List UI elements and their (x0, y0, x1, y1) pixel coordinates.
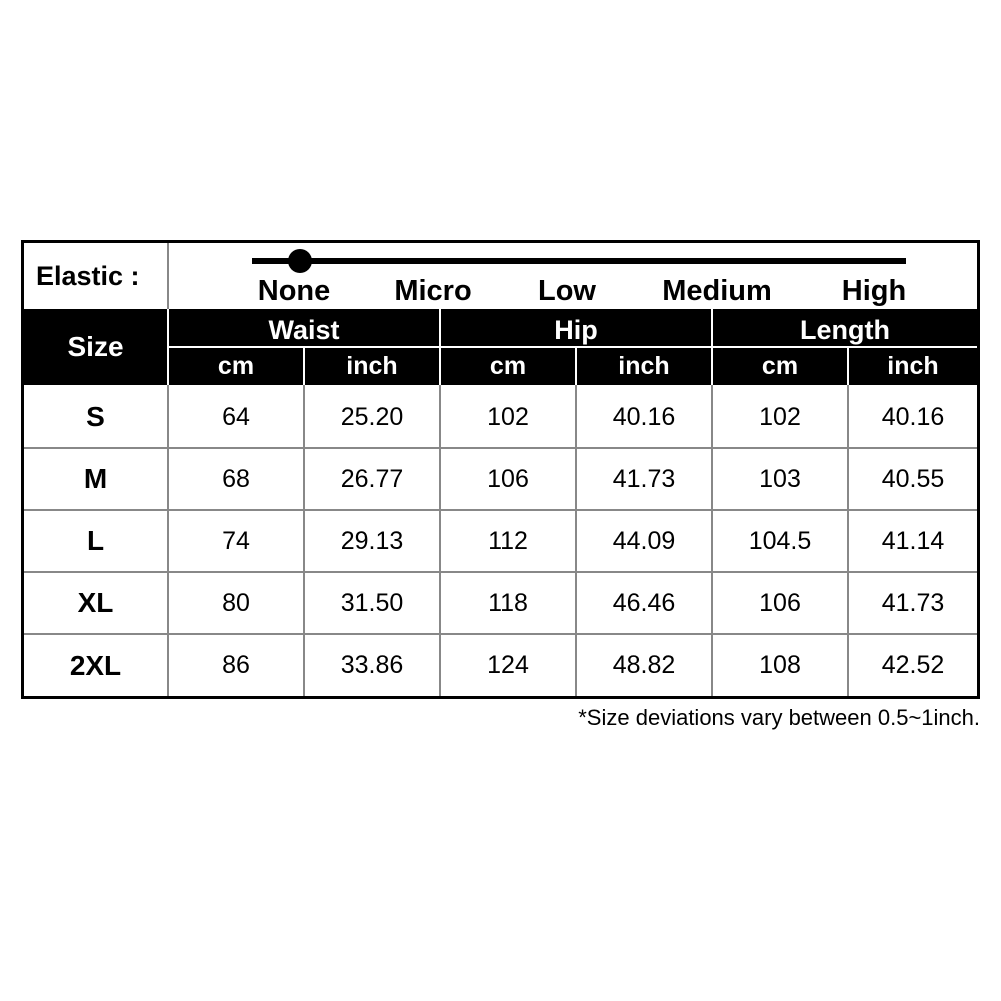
waist-header: Waist (268, 314, 340, 345)
table-cell: 103 (759, 464, 801, 493)
elastic-label: Elastic : (36, 261, 140, 291)
table-cell: 80 (222, 588, 250, 617)
table-cell: 33.86 (340, 651, 404, 679)
size-column-header: Size (67, 331, 124, 362)
elastic-level-none: None (257, 275, 331, 307)
table-cell: 29.13 (340, 526, 404, 555)
table-cell: 40.16 (612, 402, 676, 431)
table-cell: 64 (222, 402, 250, 431)
table-cell: 46.46 (612, 588, 676, 617)
table-cell: 25.20 (340, 402, 404, 431)
unit-header: inch (618, 351, 670, 380)
unit-header: inch (887, 351, 939, 380)
table-cell: 106 (487, 464, 529, 493)
table-cell: 112 (488, 526, 528, 555)
size-chart-table (21, 240, 980, 699)
table-cell: 104.5 (748, 526, 812, 555)
divider (167, 243, 169, 309)
table-cell: 41.14 (881, 526, 945, 555)
table-cell: 26.77 (340, 464, 404, 493)
elastic-level-high: High (841, 275, 907, 307)
size-cell: L (86, 525, 105, 556)
table-cell: 74 (222, 526, 250, 555)
elastic-scale-line (252, 258, 906, 264)
table-cell: 42.52 (881, 651, 945, 679)
table-cell: 44.09 (612, 526, 676, 555)
unit-header: cm (217, 351, 255, 380)
table-cell: 118 (488, 588, 528, 617)
size-cell: S (86, 401, 105, 432)
table-cell: 102 (759, 402, 801, 431)
unit-header: cm (761, 351, 799, 380)
unit-header: inch (346, 351, 398, 380)
table-cell: 106 (759, 588, 801, 617)
table-cell: 108 (759, 651, 801, 679)
table-cell: 124 (487, 651, 529, 679)
elastic-level-medium: Medium (662, 275, 772, 307)
table-cell: 41.73 (881, 588, 945, 617)
footnote: *Size deviations vary between 0.5~1inch. (578, 705, 980, 730)
length-header: Length (800, 314, 890, 345)
elastic-level-low: Low (538, 275, 596, 307)
table-cell: 40.16 (881, 402, 945, 431)
size-cell: M (83, 463, 108, 494)
unit-header: cm (489, 351, 527, 380)
size-cell: XL (77, 587, 114, 618)
table-cell: 31.50 (340, 588, 404, 617)
table-cell: 68 (222, 464, 250, 493)
elastic-level-micro: Micro (394, 275, 472, 307)
table-cell: 48.82 (612, 651, 676, 679)
table-cell: 41.73 (612, 464, 676, 493)
hip-header: Hip (554, 314, 598, 345)
table-cell: 40.55 (881, 464, 945, 493)
elastic-selected-dot (288, 249, 312, 273)
table-cell: 86 (222, 651, 250, 679)
table-cell: 102 (487, 402, 529, 431)
size-cell: 2XL (69, 649, 122, 681)
